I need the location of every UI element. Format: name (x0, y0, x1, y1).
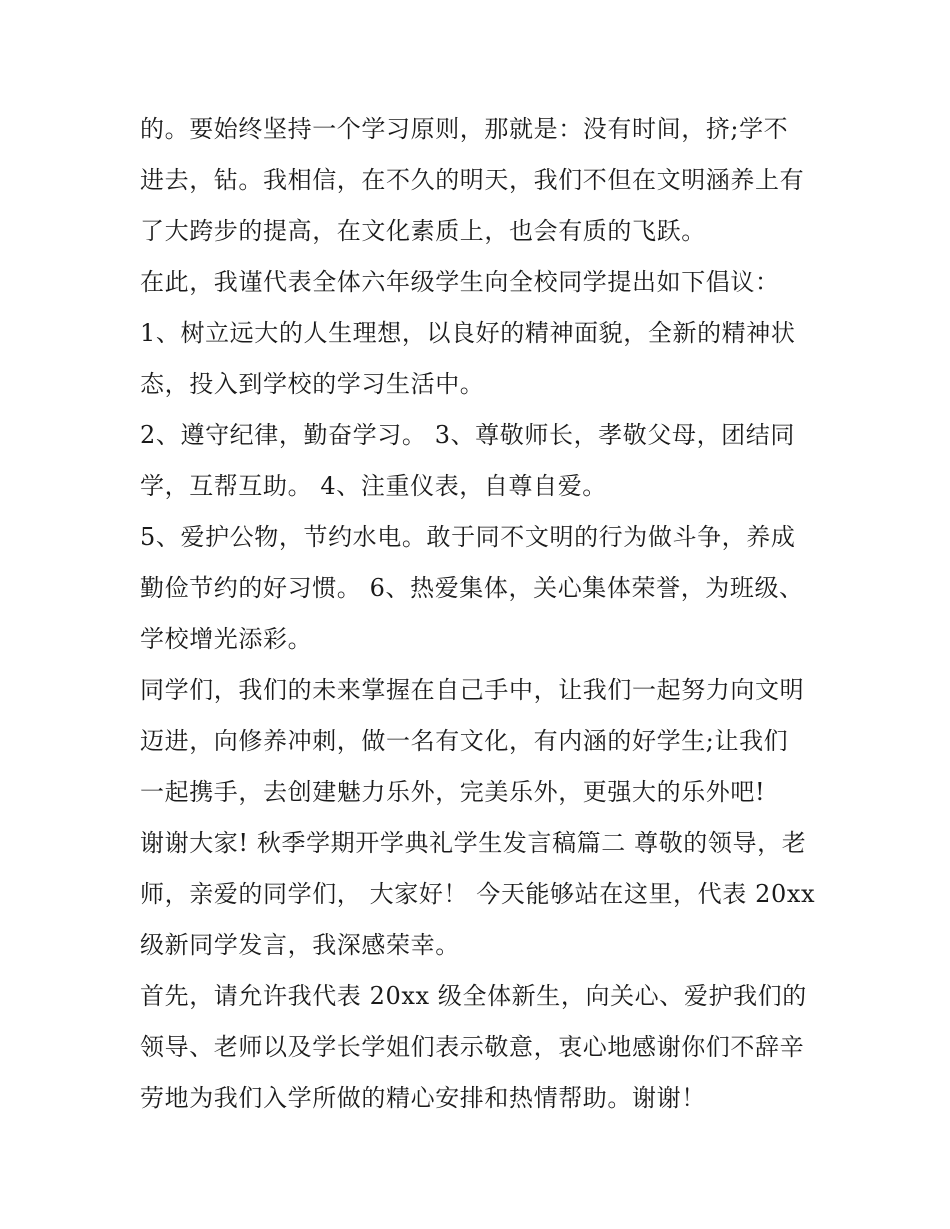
text-line: 谢谢大家! 秋季学期开学典礼学生发言稿篇二 尊敬的领导，老 (140, 829, 807, 857)
text-line: 领导、老师以及学长学姐们表示敬意，衷心地感谢你们不辞辛 (140, 1033, 805, 1061)
text-line: 首先，请允许我代表 20xx 级全体新生，向关心、爱护我们的 (140, 982, 807, 1010)
text-line: 劳地为我们入学所做的精心安排和热情帮助。谢谢！ (140, 1084, 706, 1112)
document-body (140, 104, 820, 1124)
text-line: 了大跨步的提高，在文化素质上，也会有质的飞跃。 (140, 217, 706, 245)
text-line: 迈进，向修养冲刺，做一名有文化，有内涵的好学生;让我们 (140, 727, 789, 755)
text-line: 1、树立远大的人生理想，以良好的精神面貌，全新的精神状 (140, 319, 796, 347)
text-line: 学，互帮互助。 4、注重仪表，自尊自爱。 (140, 472, 607, 500)
text-line: 的。要始终坚持一个学习原则，那就是：没有时间，挤;学不 (140, 115, 789, 143)
text-line: 同学们，我们的未来掌握在自己手中，让我们一起努力向文明 (140, 676, 805, 704)
text-line: 5、爱护公物，节约水电。敢于同不文明的行为做斗争，养成 (140, 523, 796, 551)
text-line: 勤俭节约的好习惯。 6、热爱集体，关心集体荣誉，为班级、 (140, 574, 804, 602)
text-line: 在此，我谨代表全体六年级学生向全校同学提出如下倡议： (140, 268, 780, 296)
text-line: 学校增光添彩。 (140, 625, 313, 653)
text-line: 师，亲爱的同学们， 大家好！ 今天能够站在这里，代表 20xx (140, 880, 816, 908)
text-line: 2、遵守纪律，勤奋学习。 3、尊敬师长，孝敬父母，团结同 (140, 421, 795, 449)
text-line: 一起携手，去创建魅力乐外，完美乐外，更强大的乐外吧! (140, 778, 766, 806)
text-line: 态，投入到学校的学习生活中。 (140, 370, 485, 398)
text-line: 级新同学发言，我深感荣幸。 (140, 931, 460, 959)
text-line: 进去，钻。我相信，在不久的明天，我们不但在文明涵养上有 (140, 166, 805, 194)
